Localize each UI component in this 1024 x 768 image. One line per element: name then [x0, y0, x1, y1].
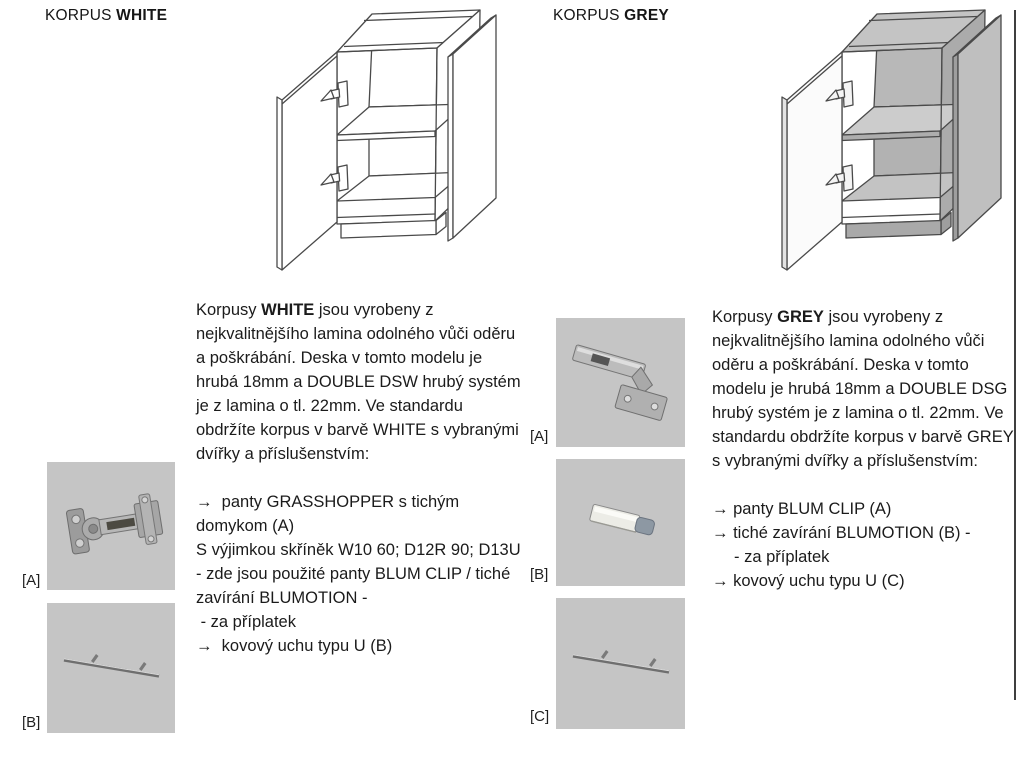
feature-line: → kovový uchu typu U (B) [196, 637, 393, 655]
desc-lead: Korpusy [196, 301, 262, 319]
grey-accessory-label-a: [A] [530, 428, 549, 445]
grasshopper-hinge-photo [47, 462, 175, 590]
feature-line: → panty GRASSHOPPER s tichým domykom (A) [196, 493, 464, 535]
grey-feature-list [712, 497, 1014, 593]
grey-description [712, 305, 1014, 593]
feature-line: → kovový uchu typu U (C) [712, 572, 905, 590]
desc-emph: GREY [777, 308, 824, 326]
u-handle-photo [47, 603, 175, 733]
desc-lead: Korpusy [712, 308, 778, 326]
grey-accessory-photo-b [556, 459, 685, 586]
grey-accessory-photo-c [556, 598, 685, 729]
title-bold-part: GREY [624, 7, 669, 24]
grey-accessory-label-b: [B] [530, 566, 549, 583]
desc-body: jsou vyrobeny z nejkvalitnějšího lamina odolného vůči oděru a poškrábání. Deska v tomto modelu je hrubá 18mm a DOUBLE DSG hrubý systém je z lamina o tl. 22mm. Ve standardu obdržíte korpus v barvě GREY s vybranými dvířky a příslušenstvím: [712, 308, 1014, 470]
white-feature-list [196, 490, 526, 658]
title-regular-part: KORPUS [45, 7, 117, 24]
korpus-grey-title [553, 7, 669, 25]
title-regular-part: KORPUS [553, 7, 625, 24]
white-accessory-label-a: [A] [22, 572, 41, 589]
feature-line: → tiché zavírání BLUMOTION (B) - [712, 524, 971, 542]
desc-body: jsou vyrobeny z nejkvalitnějšího lamina odolného vůči oděru a poškrábání. Deska v tomto modelu je hrubá 18mm a DOUBLE DSW hrubý systém je z lamina o tl. 22mm. Ve standardu obdržíte korpus v barvě WHITE s vybranými dvířky a příslušenstvím: [196, 301, 521, 463]
white-cabinet-drawing [260, 0, 540, 290]
white-description [196, 298, 526, 658]
page-divider-line [1014, 10, 1016, 700]
feature-line: → panty BLUM CLIP (A) [712, 500, 892, 518]
feature-line: - za příplatek [196, 613, 296, 631]
feature-line: S výjimkou skříněk W10 60; D12R 90; D13U - zde jsou použité panty BLUM CLIP / tiché zavírání BLUMOTION - [196, 541, 526, 607]
white-accessory-photo-a [47, 462, 175, 590]
desc-emph: WHITE [261, 301, 315, 319]
blumotion-damper-photo [556, 459, 685, 586]
white-accessory-photo-b [47, 603, 175, 733]
title-bold-part: WHITE [116, 7, 168, 24]
blum-clip-hinge-photo [556, 318, 685, 447]
feature-line: - za příplatek [734, 548, 830, 566]
korpus-white-title [45, 7, 167, 25]
grey-cabinet-drawing [765, 0, 1024, 290]
grey-accessory-label-c: [C] [530, 708, 550, 725]
grey-accessory-photo-a [556, 318, 685, 447]
u-handle-photo [556, 598, 685, 729]
white-accessory-label-b: [B] [22, 714, 41, 731]
